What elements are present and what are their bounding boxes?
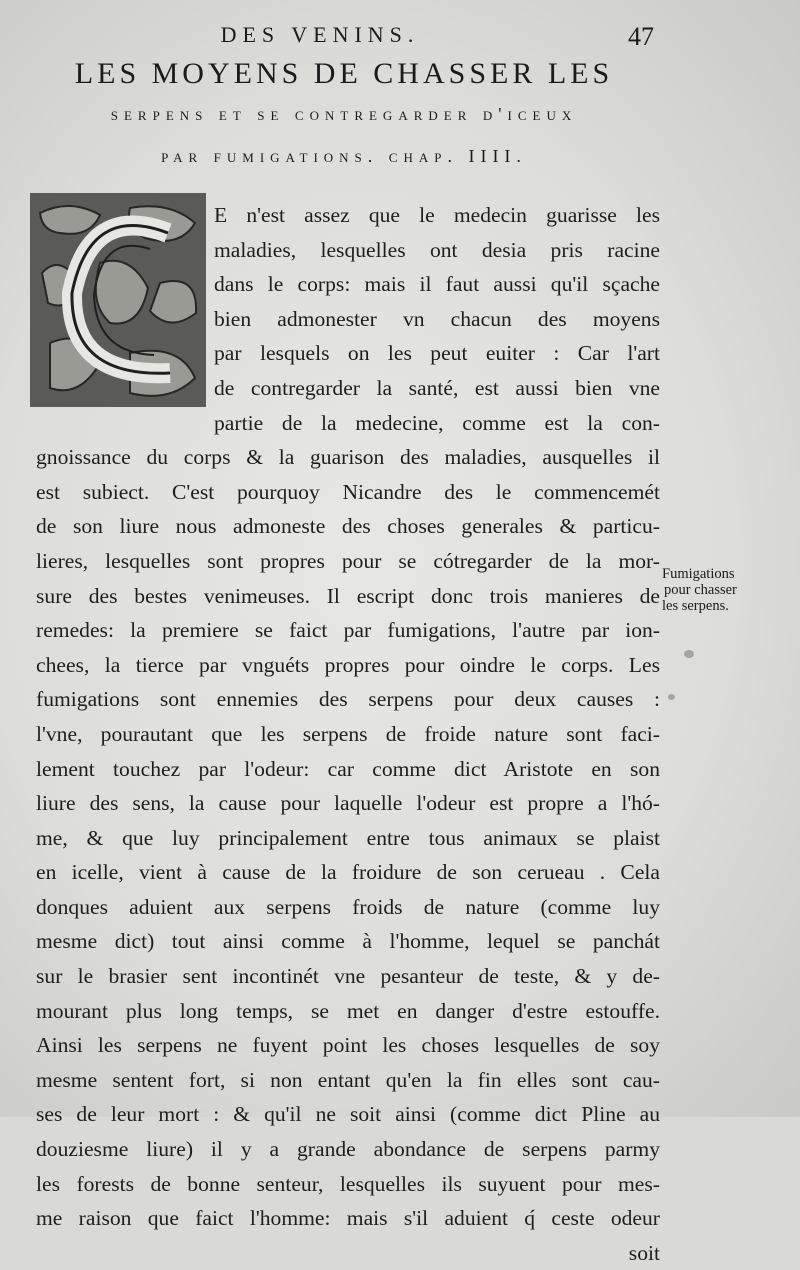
text-line: lieres, lesquelles sont propres pour se cótregarder de la mor-	[36, 548, 660, 573]
text-line: sur le brasier sent incontinét vne pesanteur de teste, & y de-	[36, 964, 660, 989]
text-line: partie de la medecine, comme est la con-	[214, 410, 660, 435]
text-line: l'vne, pourautant que les serpens de froide nature sont faci-	[36, 721, 660, 746]
text-line: fumigations sont ennemies des serpens pour deux causes :	[36, 687, 660, 712]
text-line: bien admonester vn chacun des moyens	[214, 306, 660, 331]
text-line: mesme dict) tout ainsi comme à l'homme, lequel se panchát	[36, 929, 660, 954]
margin-note-line: les serpens.	[662, 598, 729, 614]
text-line: de son liure nous admoneste des choses generales & particu-	[36, 514, 660, 539]
text-line: E n'est assez que le medecin guarisse les	[214, 203, 660, 227]
text-line: Ainsi les serpens ne fuyent point les choses lesquelles de soy	[36, 1033, 660, 1058]
text-line: lement touchez par l'odeur: car comme dict Aristote en son	[36, 756, 660, 781]
text-line: ses de leur mort : & qu'il ne soit ainsi (comme dict Pline au	[36, 1102, 660, 1127]
ink-blot	[668, 694, 675, 700]
margin-note-line: pour chasser	[664, 582, 737, 598]
chapter-subtitle-line-1: serpens et se contregarder d'iceux	[110, 104, 578, 124]
text-line: sure des bestes venimeuses. Il escript donc trois manieres de	[36, 583, 660, 608]
text-line: les forests de bonne senteur, lesquelles ils suyuent pour mes-	[36, 1171, 660, 1196]
ink-blot	[684, 650, 694, 658]
text-line: gnoissance du corps & la guarison des maladies, ausquelles il	[36, 445, 660, 470]
text-line: donques aduient aux serpens froids de nature (comme luy	[36, 894, 660, 919]
text-line: maladies, lesquelles ont desia pris racine	[214, 237, 660, 262]
text-line: dans le corps: mais il faut aussi qu'il sçache	[214, 272, 660, 297]
text-line: est subiect. C'est pourquoy Nicandre des le commencemét	[36, 479, 660, 504]
text-line: chees, la tierce par vnguéts propres pour oindre le corps. Les	[36, 652, 660, 677]
body-text	[36, 198, 660, 1270]
text-line: me raison que faict l'homme: mais s'il aduient q́ ceste odeur	[36, 1206, 660, 1231]
text-line: douziesme liure) il y a grande abondance de serpens parmy	[36, 1137, 660, 1162]
text-line: me, & que luy principalement entre tous animaux se plaist	[36, 825, 660, 850]
text-line: liure des sens, la cause pour laquelle l'odeur est propre a l'hó-	[36, 791, 660, 816]
catchword: soit	[628, 1240, 660, 1265]
text-line: remedes: la premiere se faict par fumigations, l'autre par ion-	[36, 618, 660, 643]
margin-note-line: Fumigations	[662, 566, 735, 582]
margin-note	[662, 566, 796, 614]
page-number: 47	[628, 22, 654, 51]
chapter-title: LES MOYENS DE CHASSER LES	[74, 57, 614, 90]
chapter-subtitle-line-2: par fumigations. chap. IIII.	[161, 146, 527, 166]
text-line: de contregarder la santé, est aussi bien vne	[214, 375, 660, 400]
text-line: mourant plus long temps, se met en danger d'estre estouffe.	[36, 998, 660, 1023]
text-line: mesme sentent fort, si non entant qu'en la fin elles sont cau-	[36, 1067, 660, 1092]
running-head: DES VENINS.	[220, 22, 420, 47]
text-line: par lesquels on les peut euiter : Car l'art	[214, 341, 660, 366]
text-line: en icelle, vient à cause de la froidure de son cerueau . Cela	[36, 860, 660, 885]
